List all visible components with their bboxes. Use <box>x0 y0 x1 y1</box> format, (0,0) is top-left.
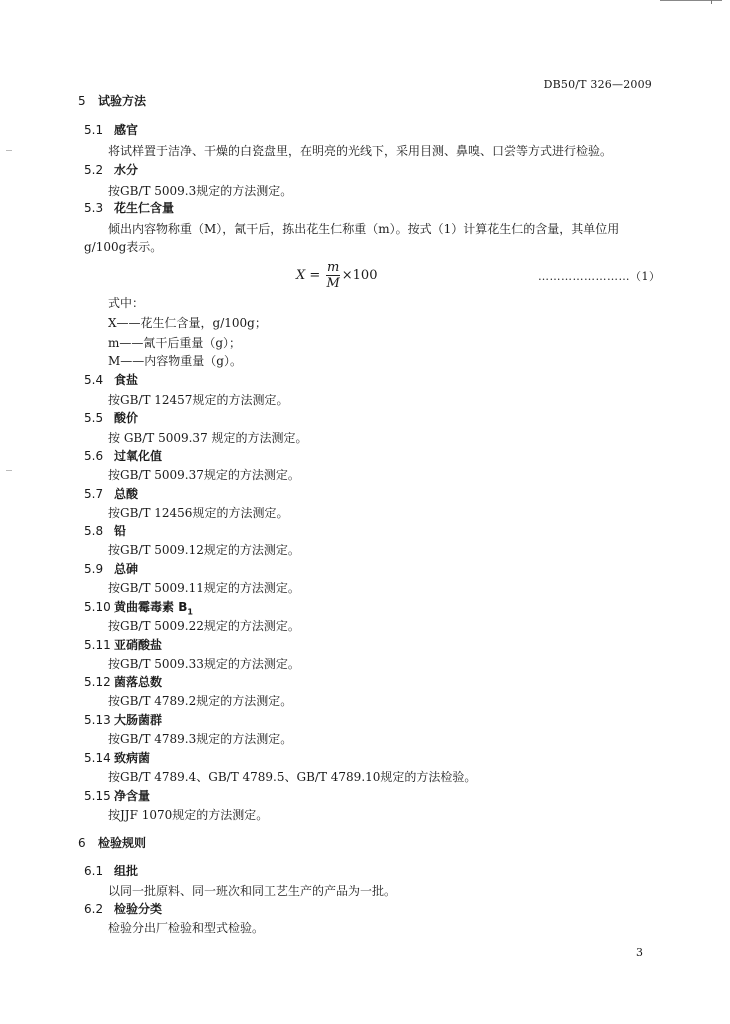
section-heading: 5.10 黄曲霉毒素 $B_1$ <box>84 600 193 617</box>
where-label: 式中： <box>108 296 145 310</box>
page-number: 3 <box>636 946 643 959</box>
section-text: g/100g表示。 <box>84 240 163 254</box>
section-heading: 5.2 水分 <box>84 163 139 177</box>
chapter-heading: 6 检验规则 <box>78 836 147 850</box>
formula-equals: = <box>309 268 321 283</box>
chapter-heading: 5 试验方法 <box>78 94 147 108</box>
variable-definition: M——内容物重量（g）。 <box>108 354 242 368</box>
section-text: 按GB/T 5009.22规定的方法测定。 <box>108 619 300 633</box>
section-text: 按GB/T 4789.3规定的方法测定。 <box>108 732 293 746</box>
section-heading: 5.8 铅 <box>84 524 127 538</box>
section-text: 将试样置于洁净、干燥的白瓷盘里，在明亮的光线下，采用目测、鼻嗅、口尝等方式进行检验。 <box>108 144 613 158</box>
formula-lhs: X <box>296 268 306 283</box>
section-text: 按GB/T 4789.4、GB/T 4789.5、GB/T 4789.10规定的方法检验。 <box>108 770 477 784</box>
section-text: 按GB/T 5009.12规定的方法测定。 <box>108 543 300 557</box>
section-text: 按GB/T 5009.11规定的方法测定。 <box>108 581 300 595</box>
section-heading: 5.6 过氧化值 <box>84 449 163 463</box>
variable-definition: X——花生仁含量，g/100g； <box>108 316 267 330</box>
section-heading: 5.7 总酸 <box>84 487 139 501</box>
section-heading: 5.4 食盐 <box>84 373 139 387</box>
section-text: 检验分出厂检验和型式检验。 <box>108 921 265 935</box>
section-heading: 5.11 亚硝酸盐 <box>84 638 163 652</box>
section-text: 按GB/T 5009.3规定的方法测定。 <box>108 184 293 198</box>
formula <box>296 260 377 291</box>
scan-margin-mark <box>6 150 12 151</box>
formula-multiplier: ×100 <box>341 268 378 283</box>
section-heading: 5.15 净含量 <box>84 789 151 803</box>
section-text: 按JJF 1070规定的方法测定。 <box>108 808 269 822</box>
section-heading: 5.13 大肠菌群 <box>84 713 163 727</box>
section-text: 按GB/T 12457规定的方法测定。 <box>108 393 289 407</box>
section-text: 倾出内容物称重（M），氥干后，拣出花生仁称重（m）。按式（1）计算花生仁的含量，其单位用 <box>108 222 620 236</box>
formula-reference: ……………………（1） <box>538 270 661 283</box>
section-heading: 5.5 酸价 <box>84 411 139 425</box>
section-text: 按 GB/T 5009.37 规定的方法测定。 <box>108 431 308 445</box>
section-heading: 5.14 致病菌 <box>84 751 151 765</box>
section-heading: 5.1 感官 <box>84 123 139 137</box>
variable-definition: m——氥干后重量（g）； <box>108 336 242 350</box>
section-text: 按GB/T 5009.37规定的方法测定。 <box>108 468 300 482</box>
section-heading: 6.1 组批 <box>84 864 139 878</box>
scan-margin-mark <box>6 470 12 471</box>
section-text: 按GB/T 4789.2规定的方法测定。 <box>108 694 293 708</box>
section-heading: 5.3 花生仁含量 <box>84 201 175 215</box>
section-text: 按GB/T 5009.33规定的方法测定。 <box>108 657 300 671</box>
section-text: 按GB/T 12456规定的方法测定。 <box>108 506 289 520</box>
scan-edge-tick <box>711 0 712 4</box>
section-heading: 5.12 菌落总数 <box>84 675 163 689</box>
scan-edge-line <box>660 0 722 1</box>
section-heading: 6.2 检验分类 <box>84 902 163 916</box>
section-text: 以同一批原料、同一班次和同工艺生产的产品为一批。 <box>108 884 397 898</box>
formula-fraction <box>326 260 339 291</box>
section-heading: 5.9 总砷 <box>84 562 139 576</box>
formula-numerator: m <box>326 260 340 275</box>
document-code: DB50/T 326—2009 <box>543 78 652 91</box>
formula-denominator: M <box>326 276 340 291</box>
